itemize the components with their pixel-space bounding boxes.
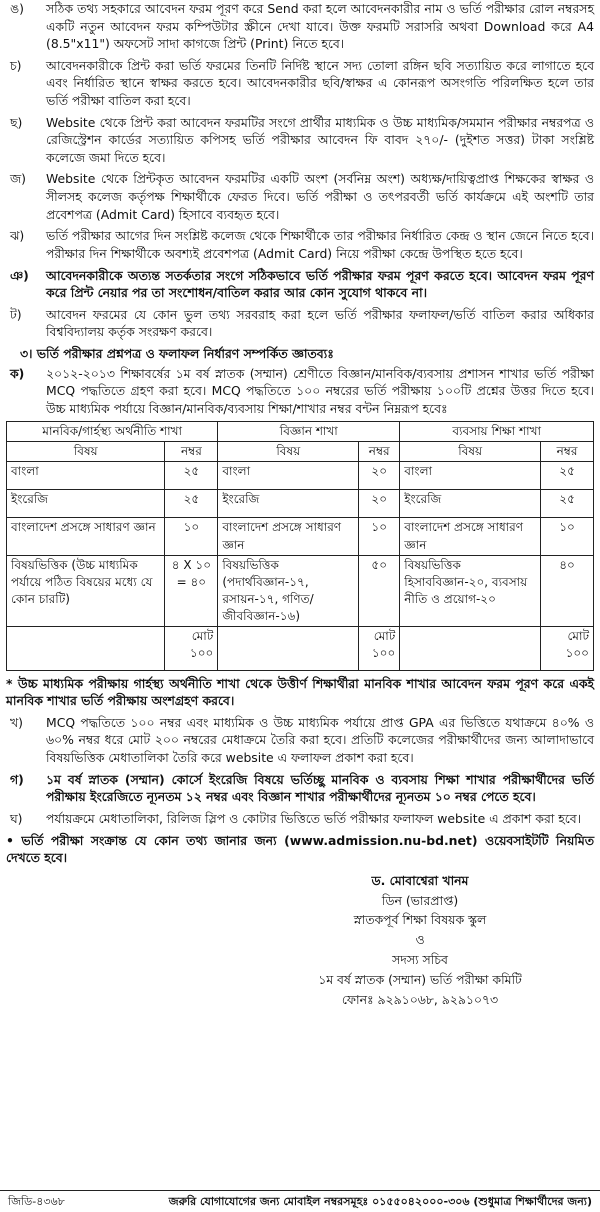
item-text: পর্যায়ক্রমে মেধাতালিকা, রিলিজ স্লিপ ও কোটার ভিত্তিতে ভর্তি পরীক্ষার ফলাফল website এ প্রকাশ করা হবে। (46, 810, 582, 826)
subject-cell: বাংলাদেশ প্রসঙ্গে সাধারণ জ্ঞান (400, 518, 541, 555)
subject-cell: বাংলাদেশ প্রসঙ্গে সাধারণ জ্ঞান (7, 518, 165, 555)
item-text: ভর্তি পরীক্ষার আগের দিন সংশ্লিষ্ট কলেজ থেকে শিক্ষার্থীকে তার পরীক্ষার নির্ধারিত কেন্দ্র ও স্থান জেনে নিতে হবে। পরীক্ষার দিন শিক্ষার্থীকে অবশ্যই প্রবেশপত্র (Admit Card) নিয়ে পরীক্ষা কেন্দ্রে উপস্থিত হতে হবে। (46, 228, 594, 261)
item-label: ঘ) (10, 810, 23, 826)
instructions-list-bottom (6, 714, 594, 828)
subject-cell: বিষয়ভিত্তিক হিসাববিজ্ঞান-২০, ব্যবসায় নীতি ও প্রয়োগ-২০ (400, 555, 541, 626)
item-label: ক) (10, 365, 25, 381)
subject-cell: বাংলা (218, 462, 359, 490)
total-value: ১০০ (189, 645, 214, 660)
signatory-school: স্নাতকপূর্ব শিক্ষা বিষয়ক স্কুল (353, 912, 487, 928)
col-marks-header: নম্বর (541, 442, 594, 462)
item-text: আবেদন ফরমের যে কোন ভুল তথ্য সরবরাহ করা হলে ভর্তি পরীক্ষার ফলাফল/ভর্তি বাতিল করার অধিকার বিশ্ববিদ্যালয় কর্তৃক সংরক্ষণ করবে। (46, 306, 594, 340)
marks-cell: ১০ (165, 518, 218, 555)
subject-cell: ইংরেজি (7, 490, 165, 518)
item-text: ১ম বর্ষ স্নাতক (সম্মান) কোর্সে ইংরেজি বিষয়ে ভর্তিচ্ছু মানবিক ও ব্যবসায় শিক্ষা শাখার পরীক্ষার্থীদের ভর্তি পরীক্ষায় ইংরেজিতে ন্যূনতম ১২ নম্বর এবং বিজ্ঞান শাখার পরীক্ষার্থীদের ন্যূনতম ১০ নম্বর পেতে হবে। (46, 771, 594, 805)
item-label: জ) (10, 171, 26, 187)
item-label: ঞ) (10, 267, 29, 283)
item-label: ঝ) (10, 228, 25, 244)
home-economics-note: * উচ্চ মাধ্যমিক পরীক্ষায় গার্হস্থ্য অর্থনীতি শাখা থেকে উত্তীর্ণ শিক্ষার্থীরা মানবিক শাখার আবেদন ফরম পূরণ করে একই মানবিক শাখার ভর্তি পরীক্ষায় অংশগ্রহণ করবে। (6, 675, 594, 709)
emergency-contact: জরুরি যোগাযোগের জন্য মোবাইল নম্বরসমূহঃ ০১৫৫০৪২০০০-৩০৬ (শুধুমাত্র শিক্ষার্থীদের জন্য) (168, 1194, 592, 1208)
instruction-item-chha (6, 114, 594, 167)
instruction-item-gha (6, 810, 594, 828)
subject-cell: বিষয়ভিত্তিক (উচ্চ মাধ্যমিক পর্যায়ে পঠিত বিষয়ের মধ্যে যে কোন চারটি) (7, 555, 165, 626)
item-text: সঠিক তথ্য সহকারে আবেদন ফরম পূরণ করে Send করা হলে আবেদনকারীর নাম ও ভর্তি পরীক্ষার রোল নম্বরসহ একটি নতুন আবেদন ফরম কম্পিউটার স্ক্রীনে দেখা যাবে। উক্ত ফরমটি সরাসরি অথবা Download করে A4 (8.5"x11") অফসেট সাদা কাগজে প্রিন্ট (Print) নিতে হবে। (46, 1, 594, 52)
footer-bar (0, 1190, 600, 1212)
signatory-title: ডিন (ভারপ্রাপ্ত) (381, 892, 459, 908)
signatory-and: ও (415, 932, 425, 948)
instruction-item-nga (6, 0, 594, 53)
col-marks-header: নম্বর (165, 442, 218, 462)
total-value: ১০০ (565, 645, 589, 660)
col-marks-header: নম্বর (359, 442, 400, 462)
subject-cell: বাংলা (7, 462, 165, 490)
total-cell (541, 626, 594, 670)
item-text: Website থেকে প্রিন্টকৃত আবেদন ফরমটির একটি অংশ (সর্বনিম্ন অংশ) অধ্যক্ষ/দায়িত্বপ্রাপ্ত শিক্ষকের স্বাক্ষর ও সীলসহ কলেজ কর্তৃপক্ষ শিক্ষার্থীকে ফেরত দিবে। ভর্তি পরীক্ষা ও তৎপরবর্তী ভর্তি কার্যক্রমে এই অংশটি তার প্রবেশপত্র (Admit Card) হিসাবে ব্যবহৃত হবে। (46, 171, 594, 222)
website-note: • ভর্তি পরীক্ষা সংক্রান্ত যে কোন তথ্য জানার জন্য (www.admission.nu-bd.net) ওয়েবসাইটটি নিয়মিত দেখতে হবে। (6, 832, 594, 866)
signatory-name: ড. মোবাশ্বেরা খানম (371, 872, 469, 888)
marks-cell: ৫০ (359, 555, 400, 626)
instruction-item-cha (6, 57, 594, 110)
section-3-heading: ৩। ভর্তি পরীক্ষার প্রশ্নপত্র ও ফলাফল নির্ধারণ সম্পর্কিত জ্ঞাতব্যঃ (20, 345, 334, 361)
instruction-item-ka (6, 365, 594, 418)
total-label: মোট (191, 628, 214, 643)
subject-cell: বাংলা (400, 462, 541, 490)
marks-cell: ২৫ (541, 490, 594, 518)
branch-science-header: বিজ্ঞান শাখা (218, 422, 400, 442)
marks-cell: ২০ (359, 462, 400, 490)
total-cell (359, 626, 400, 670)
marks-cell: ২৫ (165, 462, 218, 490)
col-subject-header: বিষয় (400, 442, 541, 462)
branch-business-header: ব্যবসায় শিক্ষা শাখা (400, 422, 594, 442)
item-label: খ) (10, 714, 23, 730)
item-text: MCQ পদ্ধতিতে ১০০ নম্বর এবং মাধ্যমিক ও উচ্চ মাধ্যমিক পর্যায়ে প্রাপ্ত GPA এর ভিত্তিতে যথাক্রমে ৪০% ও ৬০% নম্বর ধরে মোট ২০০ নম্বরের মেধাক্রমে তৈরি করা হবে। প্রতিটি কলেজের পরীক্ষার্থীদের জন্য আলাদাভাবে বিষয়ভিত্তিক মেধাতালিকা তৈরি করে website এ ফলাফল প্রকাশ করা হবে। (46, 714, 594, 766)
table-row (7, 518, 594, 555)
item-label: চ) (10, 57, 22, 73)
instruction-item-ja (6, 170, 594, 223)
item-label: ঙ) (10, 1, 24, 16)
marks-cell: ২০ (359, 490, 400, 518)
total-label: মোট (373, 628, 396, 643)
marks-cell: ১০ (541, 518, 594, 555)
item-label: ট) (10, 306, 22, 322)
marks-cell: ১০ (359, 518, 400, 555)
col-subject-header: বিষয় (218, 442, 359, 462)
instruction-item-jha (6, 227, 594, 262)
branch-header-row (7, 422, 594, 442)
instruction-item-ta (6, 306, 594, 341)
marks-cell: ৪ X ১০ = ৪০ (165, 555, 218, 626)
item-label: গ) (10, 771, 24, 787)
subject-cell: ইংরেজি (218, 490, 359, 518)
marks-cell: ২৫ (541, 462, 594, 490)
total-row (7, 626, 594, 670)
instruction-item-nya (6, 267, 594, 302)
signatory-phone: ফোনঃ ৯২৯১০৬৮, ৯২৯১০৭৩ (341, 991, 499, 1007)
instructions-list-top (6, 0, 594, 341)
item-text: Website থেকে প্রিন্ট করা আবেদন ফরমটির সংগে প্রার্থীর মাধ্যমিক ও উচ্চ মাধ্যমিক/সমমান পরীক্ষার নম্বরপত্র ও রেজিস্ট্রেশন কার্ডের সত্যায়িত কপিসহ ভর্তি পরীক্ষার আবেদন ফি বাবদ ২৭০/- (দুইশত সত্তর) টাকা সংশ্লিষ্ট কলেজে জমা দিতে হবে। (46, 114, 594, 165)
subject-cell: বিষয়ভিত্তিক (পদার্থবিজ্ঞান-১৭, রসায়ন-১৭, গণিত/জীববিজ্ঞান-১৬) (218, 555, 359, 626)
item-text: আবেদনকারীকে প্রিন্ট করা ভর্তি ফরমের তিনটি নির্দিষ্ট স্থানে সদ্য তোলা রঙ্গিন ছবি সত্যায়িত করে লাগাতে হবে এবং নির্ধারিত স্থানে স্বাক্ষর করতে হবে। আবেদনকারীর ছবি/স্বাক্ষর এ কোনরূপ অসংগতি পরিলক্ষিত হলে তার ভর্তি পরীক্ষা বাতিল করা হবে। (46, 57, 594, 109)
column-header-row (7, 442, 594, 462)
signatory-role: সদস্য সচিব (392, 952, 448, 968)
table-row (7, 462, 594, 490)
item-text: ২০১২-২০১৩ শিক্ষাবর্ষের ১ম বর্ষ স্নাতক (সম্মান) শ্রেণীতে বিজ্ঞান/মানবিক/ব্যবসায় প্রশাসন শাখার ভর্তি পরীক্ষা MCQ পদ্ধতিতে গ্রহণ করা হবে। MCQ পদ্ধতিতে ১০০ নম্বরের ভর্তি পরীক্ষায় ১০০টি প্রশ্নের উত্তর দিতে হবে। উচ্চ মাধ্যমিক পর্যায়ে বিজ্ঞান/মানবিক/ব্যবসায় শিক্ষা/শাখার নম্বর বন্টন নিম্নরূপ হবেঃ (46, 365, 594, 416)
item-text: আবেদনকারীকে অত্যন্ত সতর্কতার সংগে সঠিকভাবে ভর্তি পরীক্ষার ফরম পূরণ করতে হবে। আবেদন ফরম পূরণ করে প্রিন্ট নেয়ার পর তা সংশোধন/বাতিল করার আর কোন সুযোগ থাকবে না। (46, 267, 594, 301)
col-subject-header: বিষয় (7, 442, 165, 462)
total-cell (165, 626, 218, 670)
subject-cell: ইংরেজি (400, 490, 541, 518)
instruction-item-ga (6, 771, 594, 806)
marks-distribution-table (6, 421, 594, 670)
gd-code: জিডি-৪৩৬৮ (8, 1194, 65, 1208)
total-label: মোট (567, 628, 589, 643)
signatory-committee: ১ম বর্ষ স্নাতক (সম্মান) ভর্তি পরীক্ষা কমিটি (318, 971, 522, 987)
branch-humanities-header: মানবিক/গার্হস্থ্য অর্থনীতি শাখা (7, 422, 218, 442)
signature-block (246, 871, 594, 1010)
marks-cell: ২৫ (165, 490, 218, 518)
table-row (7, 555, 594, 626)
table-row (7, 490, 594, 518)
item-label: ছ) (10, 114, 23, 130)
marks-cell: ৪০ (541, 555, 594, 626)
total-value: ১০০ (371, 645, 396, 660)
instruction-item-kha (6, 714, 594, 767)
subject-cell: বাংলাদেশ প্রসঙ্গে সাধারণ জ্ঞান (218, 518, 359, 555)
